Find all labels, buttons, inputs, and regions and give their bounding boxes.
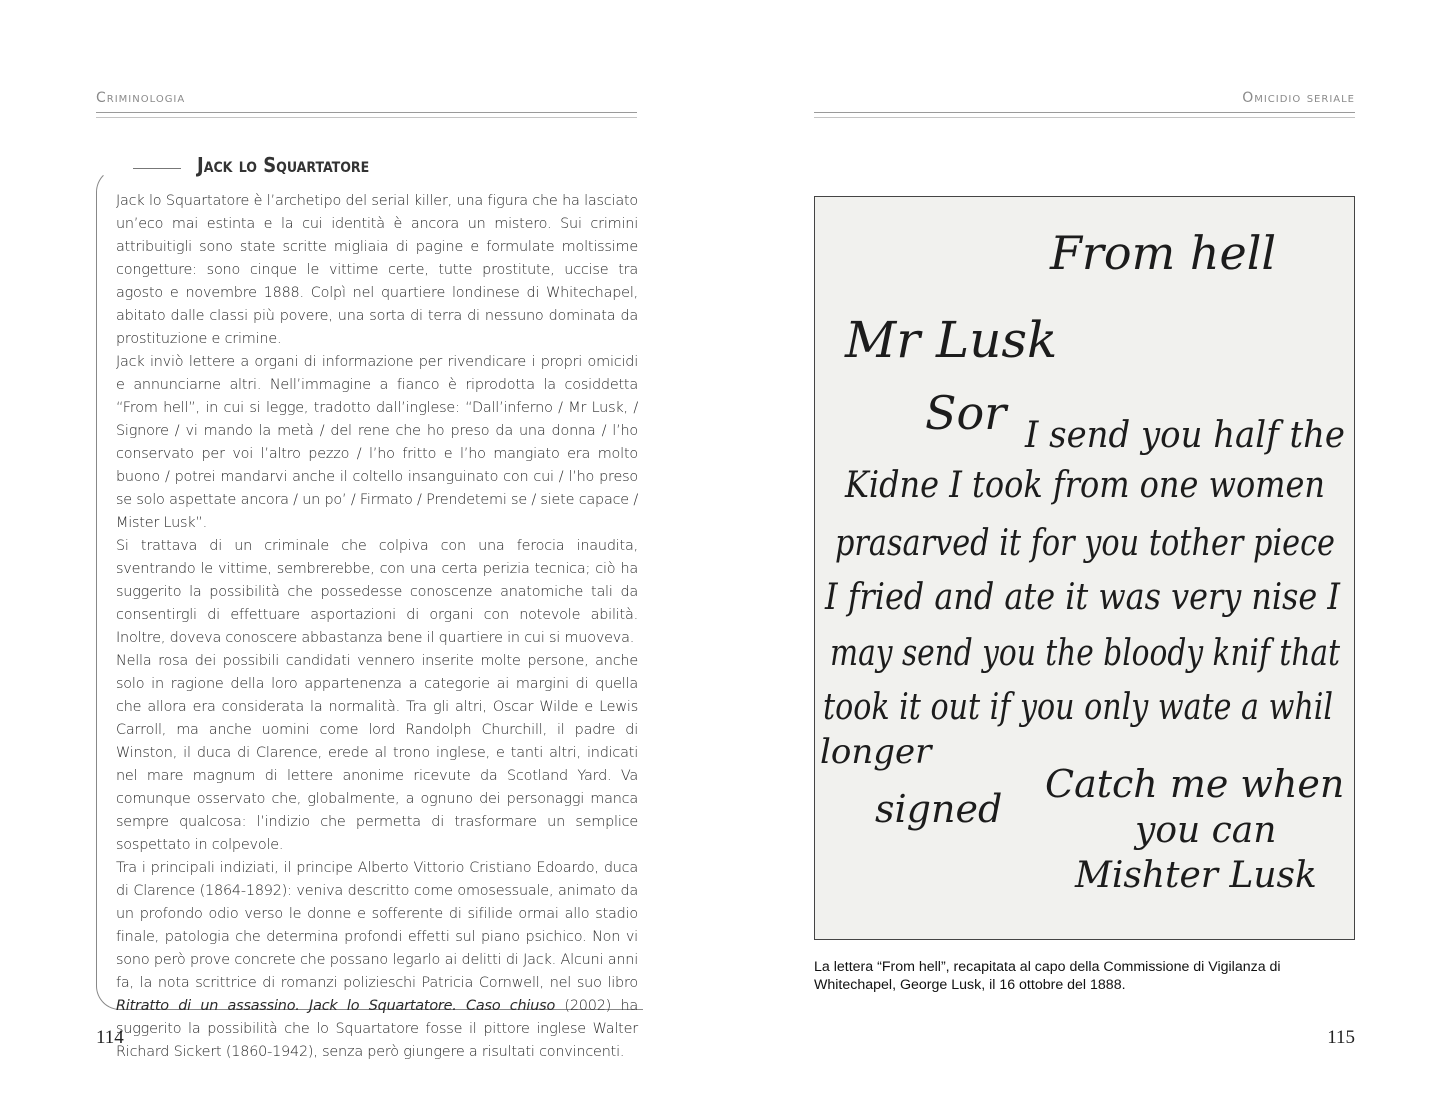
header-rule-right — [814, 112, 1355, 113]
letter-line-4: I send you half the — [1024, 415, 1345, 456]
paragraph-5-part-1: Tra i principali indiziati, il principe Alberto Vittorio Cristiano Edoardo, duca di Clarence (1864-1892): veniva descritto come omosessuale, animato da un profondo odio verso le donne e sofferente di sifilide ormai allo stadio finale, patologia che determina profondi effetti sul piano psichico. Non vi sono però prove concrete che possano legarlo ai delitti di Jack. Alcuni anni fa, la nota scrittrice di romanzi polizieschi Patricia Cornwell, nel suo libro — [116, 860, 638, 991]
page-number-left: 114 — [96, 1027, 124, 1048]
header-rule-left-thin — [96, 117, 637, 118]
letter-line-9: took it out if you only wate a whil — [823, 687, 1333, 728]
letter-line-12: Catch me when — [1045, 762, 1345, 806]
letter-line-8: may send you the bloody knif that — [830, 633, 1341, 674]
paragraph-5-part-2: (2002) ha suggerito la possibilità che lo Squartatore fosse il pittore inglese Walter Richard Sickert (1860-1942), senza però giungere a risultati convincenti. — [116, 998, 638, 1060]
body-text — [116, 190, 638, 1064]
from-hell-letter-image — [814, 196, 1355, 940]
letter-line-14: Mishter Lusk — [1075, 855, 1317, 896]
letter-line-7: I fried and ate it was very nise I — [824, 577, 1341, 618]
paragraph-1: Jack lo Squartatore è l’archetipo del serial killer, una figura che ha lasciato un’eco mai estinta e la cui identità è ancora un mistero. Sui crimini attribuitigli sono state scritte migliaia di pagine e formulate moltissime congetture: sono cinque le vittime certe, tutte prostitute, uccise tra agosto e novembre 1888. Colpì nel quartiere londinese di Whitechapel, abitato dalle classi più povere, una sorta di terra di nessuno dominata da prostituzione e crimine. — [116, 193, 638, 347]
letter-line-2: Mr Lusk — [845, 311, 1058, 369]
header-rule-left — [96, 112, 637, 113]
page-number-right: 115 — [1327, 1027, 1355, 1048]
running-head-left: Criminologia — [96, 90, 186, 106]
book-title: Ritratto di un assassino. Jack lo Squartatore. Caso chiuso — [116, 998, 556, 1014]
running-head-right: Omicidio seriale — [1242, 90, 1355, 106]
letter-line-6: prasarved it for you tother piece — [835, 523, 1335, 564]
letter-line-13: you can — [1135, 810, 1277, 851]
paragraph-3: Si trattava di un criminale che colpiva con una ferocia inaudita, sventrando le vittime, sembrerebbe, con una certa perizia tecnica; ciò ha suggerito la possibilità che possedesse conoscenze anatomiche tali da consentirgli di effettuare asportazioni di organi con notevole abilità. Inoltre, doveva conoscere abbastanza bene il quartiere in cui si muoveva. — [116, 538, 638, 646]
letter-line-5: Kidne I took from one women — [844, 465, 1325, 506]
letter-handwriting — [815, 197, 1354, 939]
paragraph-5 — [116, 857, 638, 1064]
letter-line-1: From hell — [1050, 226, 1277, 280]
letter-line-3: Sor — [925, 386, 1007, 440]
paragraph-2: Jack inviò lettere a organi di informazione per rivendicare i propri omicidi e annunciarne altri. Nell’immagine a fianco è riprodotta la cosiddetta “From hell”, in cui si legge, tradotto dall’inglese: “Dall’inferno / Mr Lusk, / Signore / vi mando la metà / del rene che ho preso da una donna / l’ho conservato per voi l’altro pezzo / l’ho fritto e l’ho mangiato era molto buono / potrei mandarvi anche il coltello insanguinato con cui / l’ho preso se solo aspettate ancora / un po’ / Firmato / Prendetemi se / siete capace / Mister Lusk”. — [116, 354, 638, 531]
letter-line-11: signed — [875, 787, 1003, 831]
paragraph-4: Nella rosa dei possibili candidati vennero inserite molte persone, anche solo in ragione della loro appartenenza a categorie ai margini di quella che allora era considerata la normalità. Tra gli altri, Oscar Wilde e Lewis Carroll, ma anche uomini come lord Randolph Churchill, il padre di Winston, il duca di Clarence, erede al trono inglese, e tanti altri, indicati nel mare magnum di lettere anonime ricevute da Scotland Yard. Va comunque osservato che, globalmente, a ognuno dei personaggi manca sempre qualcosa: l’indizio che permetta di trasformare un semplice sospettato in colpevole. — [116, 653, 638, 853]
letter-line-10: longer — [820, 732, 932, 772]
title-line — [133, 168, 181, 169]
section-title: Jack lo Squartatore — [197, 153, 370, 177]
image-caption: La lettera “From hell”, recapitata al capo della Commissione di Vigilanza di Whitechapel, George Lusk, il 16 ottobre del 1888. — [814, 959, 1281, 993]
header-rule-right-thin — [814, 117, 1355, 118]
